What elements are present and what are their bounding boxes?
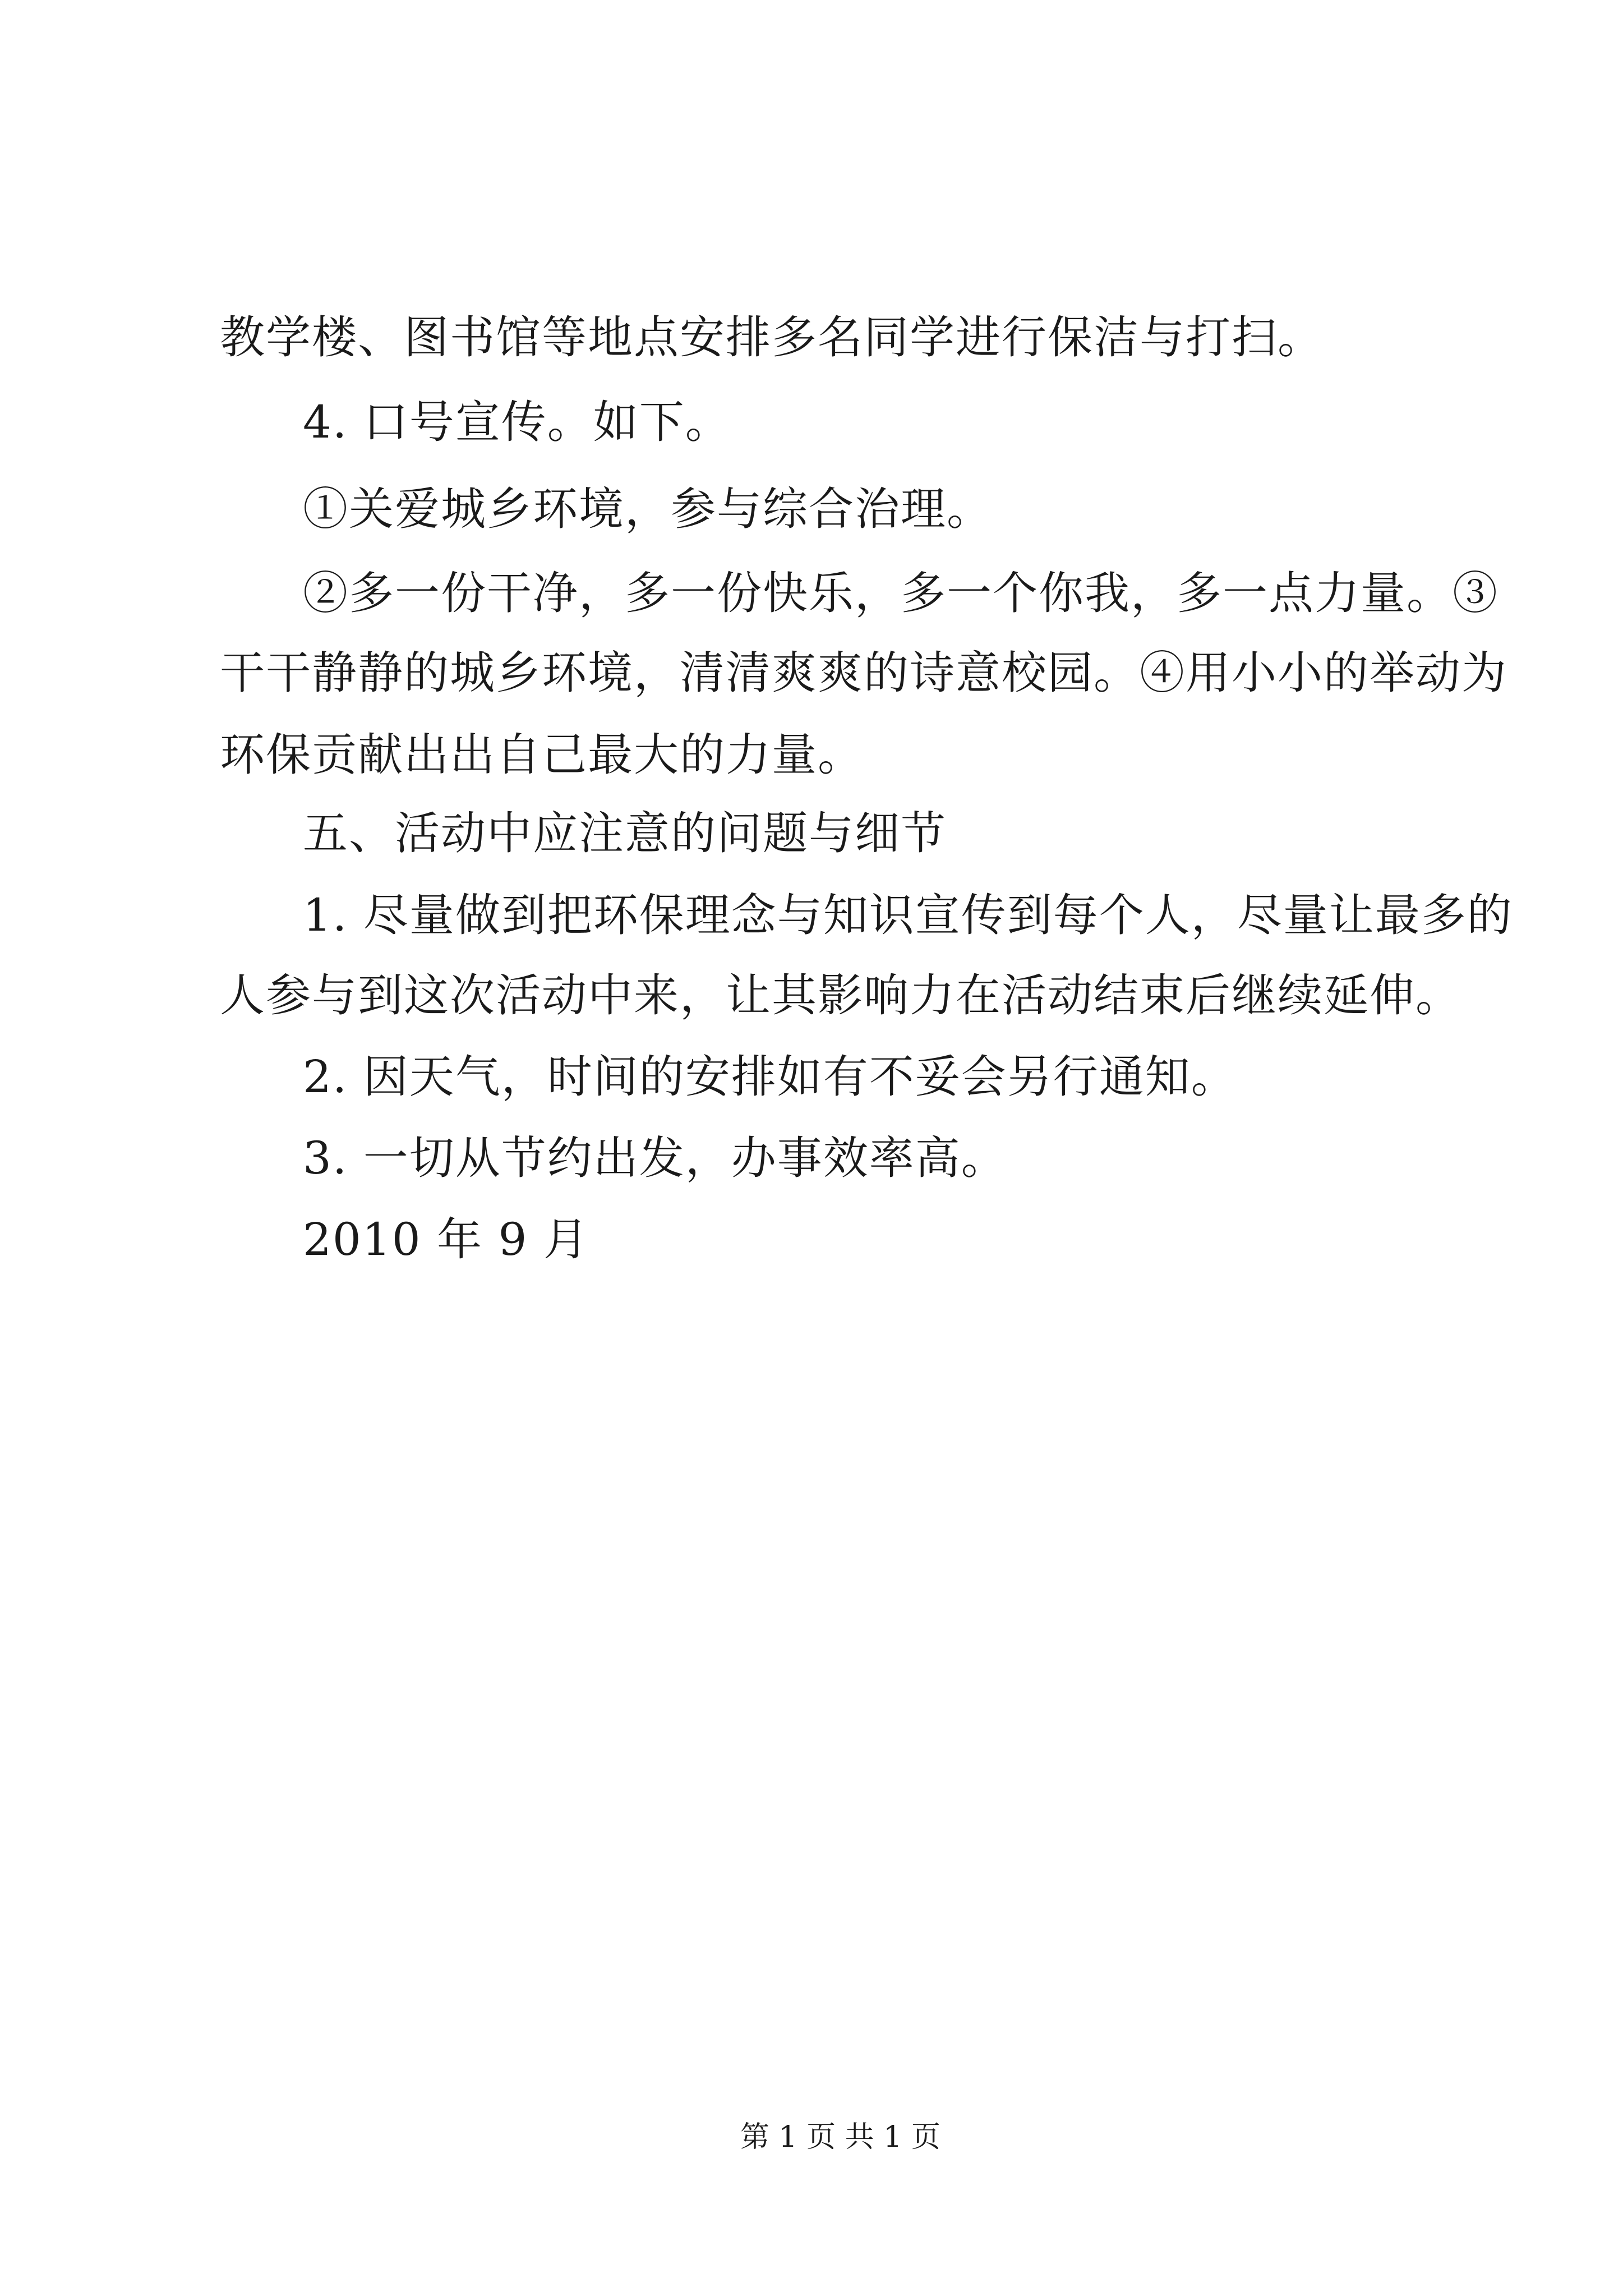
line-note-1a: 1. 尽量做到把环保理念与知识宣传到每个人，尽量让最多的 [303, 889, 1513, 941]
line-slogan-4: 环保贡献出出自己最大的力量。 [220, 729, 864, 781]
line-slogan-1: ①关爱城乡环境，参与综合治理。 [303, 483, 993, 535]
line-slogan-3: 干干静静的城乡环境，清清爽爽的诗意校园。④用小小的举动为 [220, 647, 1507, 699]
line-slogan-2: ②多一份干净，多一份快乐，多一个你我，多一点力量。③ [303, 567, 1498, 619]
line-note-1b: 人参与到这次活动中来，让其影响力在活动结束后继续延伸。 [220, 969, 1461, 1022]
document-date: 2010 年 9 月 [303, 1213, 589, 1266]
line-note-3: 3. 一切从节约出发，办事效率高。 [303, 1132, 1007, 1184]
section-heading-five: 五、活动中应注意的问题与细节 [303, 807, 947, 859]
page-number-footer: 第 1 页 共 1 页 [740, 2120, 940, 2154]
line-note-2: 2. 因天气，时间的安排如有不妥会另行通知。 [303, 1051, 1237, 1103]
line-slogan-heading: 4. 口号宣传。如下。 [303, 396, 731, 448]
line-cleaning-arrangement: 教学楼、图书馆等地点安排多名同学进行保洁与打扫。 [220, 311, 1324, 364]
